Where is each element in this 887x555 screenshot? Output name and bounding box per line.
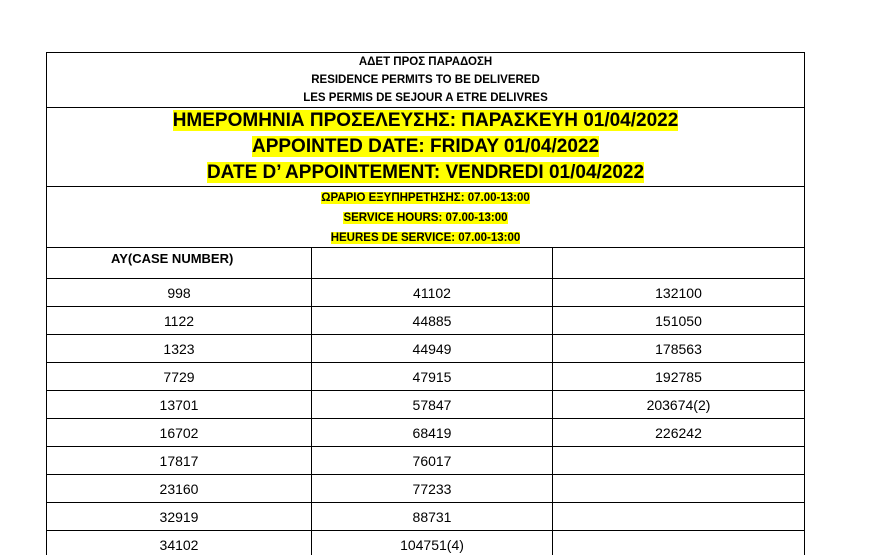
- case-number-cell: [553, 447, 805, 475]
- case-number-cell: 1323: [47, 335, 312, 363]
- case-number-cell: 47915: [312, 363, 553, 391]
- empty-header-cell: [312, 248, 553, 279]
- title-french: LES PERMIS DE SEJOUR A ETRE DELIVRES: [303, 92, 548, 104]
- table-row: [47, 335, 805, 363]
- case-number-cell: 203674(2): [553, 391, 805, 419]
- case-number-cell: 57847: [312, 391, 553, 419]
- table-row: [47, 419, 805, 447]
- case-number-cell: 151050: [553, 307, 805, 335]
- case-number-cell: [553, 475, 805, 503]
- permits-table: [46, 52, 805, 555]
- empty-header-cell: [553, 248, 805, 279]
- case-number-cell: 88731: [312, 503, 553, 531]
- case-number-cell: 13701: [47, 391, 312, 419]
- column-header-row: [47, 248, 805, 279]
- appointment-date-english: APPOINTED DATE: FRIDAY 01/04/2022: [251, 136, 600, 157]
- appointment-date-french: DATE D’ APPOINTEMENT: VENDREDI 01/04/2022: [206, 162, 645, 183]
- hours-row: [47, 187, 805, 248]
- case-number-cell: 17817: [47, 447, 312, 475]
- case-number-cell: 23160: [47, 475, 312, 503]
- table-row: [47, 391, 805, 419]
- case-number-header: AY(CASE NUMBER): [47, 248, 312, 279]
- table-row: [47, 279, 805, 307]
- title-english: RESIDENCE PERMITS TO BE DELIVERED: [311, 74, 540, 86]
- case-number-cell: 76017: [312, 447, 553, 475]
- title-cell: [47, 53, 805, 108]
- case-number-cell: 32919: [47, 503, 312, 531]
- case-number-cell: 16702: [47, 419, 312, 447]
- title-row: [47, 53, 805, 108]
- appointment-cell: [47, 108, 805, 187]
- case-number-cell: 44949: [312, 335, 553, 363]
- case-number-cell: [553, 503, 805, 531]
- service-hours-greek: ΩΡΑΡΙΟ ΕΞΥΠΗΡΕΤΗΣΗΣ: 07.00-13:00: [321, 192, 530, 204]
- case-number-cell: 132100: [553, 279, 805, 307]
- case-number-cell: 104751(4): [312, 531, 553, 555]
- case-number-cell: 44885: [312, 307, 553, 335]
- table-row: [47, 475, 805, 503]
- table-row: [47, 531, 805, 555]
- case-number-cell: 192785: [553, 363, 805, 391]
- hours-cell: [47, 187, 805, 248]
- table-row: [47, 447, 805, 475]
- service-hours-english: SERVICE HOURS: 07.00-13:00: [343, 212, 508, 224]
- service-hours-french: HEURES DE SERVICE: 07.00-13:00: [330, 232, 521, 244]
- case-number-cell: 41102: [312, 279, 553, 307]
- case-number-cell: 178563: [553, 335, 805, 363]
- case-number-cell: 7729: [47, 363, 312, 391]
- case-number-cell: 1122: [47, 307, 312, 335]
- case-number-cell: 998: [47, 279, 312, 307]
- table-row: [47, 307, 805, 335]
- appointment-date-greek: ΗΜΕΡΟΜΗΝΙΑ ΠΡΟΣΕΛΕΥΣΗΣ: ΠΑΡΑΣΚΕΥΗ 01/04/2022: [172, 110, 679, 131]
- case-number-cell: 34102: [47, 531, 312, 555]
- case-number-cell: 226242: [553, 419, 805, 447]
- table-row: [47, 503, 805, 531]
- title-greek: ΑΔΕΤ ΠΡΟΣ ΠΑΡΑΔΟΣΗ: [358, 56, 493, 68]
- case-number-cell: [553, 531, 805, 555]
- case-number-cell: 68419: [312, 419, 553, 447]
- appointment-row: [47, 108, 805, 187]
- table-row: [47, 363, 805, 391]
- case-number-cell: 77233: [312, 475, 553, 503]
